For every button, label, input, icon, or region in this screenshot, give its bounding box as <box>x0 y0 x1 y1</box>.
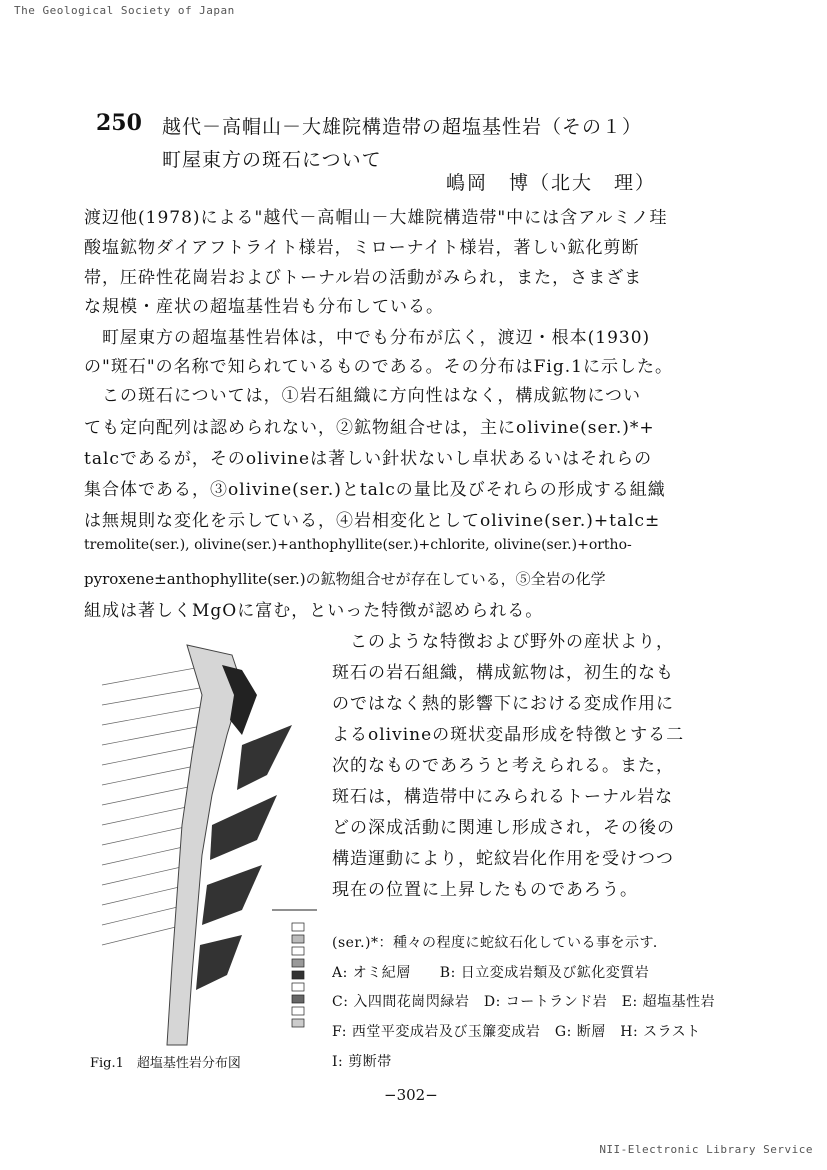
map-ultrabasic-body <box>202 865 262 925</box>
map-ultrabasic-body <box>237 725 292 790</box>
distribution-map-figure <box>92 625 332 1065</box>
right-text-line: 現在の位置に上昇したものであろう。 <box>332 880 638 900</box>
legend-line: F: 西堂平変成岩及び玉簾変成岩 G: 断層 H: スラスト <box>332 1024 701 1040</box>
paragraph-line: 渡辺他(1978)による"越代－高帽山－大雄院構造帯"中には含アルミノ珪 <box>84 208 668 228</box>
paragraph-line: pyroxene±anthophyllite(ser.)の鉱物組合せが存在している，⑤全岩の化学 <box>84 570 606 588</box>
map-legend-swatches <box>292 923 304 1027</box>
map-ultrabasic-body <box>196 935 242 990</box>
legend-line: (ser.)*：種々の程度に蛇紋石化している事を示す． <box>332 935 668 951</box>
right-text-line: 構造運動により，蛇紋岩化作用を受けつつ <box>332 849 674 869</box>
paragraph-line: 町屋東方の超塩基性岩体は，中でも分布が広く，渡辺・根本(1930) <box>84 328 651 348</box>
abstract-number: 250 <box>96 110 142 136</box>
paragraph-line: ても定向配列は認められない，②鉱物組合せは，主にolivine(ser.)*+ <box>84 418 655 438</box>
paragraph-line: の"斑石"の名称で知られているものである。その分布はFig.1に示した。 <box>84 357 673 377</box>
legend-line: I: 剪断帯 <box>332 1054 392 1070</box>
figure-caption: Fig.1 超塩基性岩分布図 <box>90 1056 241 1071</box>
header-society-name: The Geological Society of Japan <box>14 4 235 17</box>
paragraph-line: は無規則な変化を示している，④岩相変化としてolivine(ser.)+talc± <box>84 511 661 531</box>
right-text-line: どの深成活動に関連し形成され，その後の <box>332 818 676 838</box>
footer-service-name: NII-Electronic Library Service <box>599 1143 813 1156</box>
paragraph-line: な規模・産状の超塩基性岩も分布している。 <box>84 297 444 317</box>
right-text-line: 斑石は，構造帯中にみられるトーナル岩な <box>332 787 674 807</box>
paragraph-line: この斑石については，①岩石組織に方向性はなく，構成鉱物につい <box>84 386 641 406</box>
paragraph-line: 組成は著しくMgOに富む，といった特徴が認められる。 <box>84 601 544 621</box>
legend-line: A: オミ紀層 B: 日立変成岩類及び鉱化変質岩 <box>332 965 650 981</box>
right-text-line: このような特徴および野外の産状より， <box>332 632 674 652</box>
right-text-line: 斑石の岩石組織，構成鉱物は，初生的なも <box>332 663 674 683</box>
map-ultrabasic-body <box>210 795 277 860</box>
paragraph-line: 集合体である，③olivine(ser.)とtalcの量比及びそれらの形成する組織 <box>84 480 666 500</box>
page-number: −302− <box>384 1086 438 1104</box>
paragraph-line: 帯，圧砕性花崗岩およびトーナル岩の活動がみられ，また，さまざま <box>84 268 643 288</box>
right-text-line: 次的なものであろうと考えられる。また， <box>332 756 674 776</box>
title-main: 越代－高帽山－大雄院構造帯の超塩基性岩（その１） <box>162 116 643 138</box>
right-text-line: よるolivineの斑状変晶形成を特徴とする二 <box>332 725 685 745</box>
paragraph-line: tremolite(ser.), olivine(ser.)+anthophyllite(ser.)+chlorite, olivine(ser.)+ortho- <box>84 537 632 553</box>
paragraph-line: talcであるが，そのolivineは著しい針状ないし卓状あるいはそれらの <box>84 449 653 469</box>
right-text-line: のではなく熱的影響下における変成作用に <box>332 694 674 714</box>
paragraph-line: 酸塩鉱物ダイアフトライト様岩，ミローナイト様岩，著しい鉱化剪断 <box>84 238 640 258</box>
author-affiliation: 嶋岡 博（北大 理） <box>446 172 657 194</box>
title-subtitle: 町屋東方の斑石について <box>162 149 382 171</box>
legend-line: C: 入四間花崗閃緑岩 D: コートランド岩 E: 超塩基性岩 <box>332 994 716 1010</box>
